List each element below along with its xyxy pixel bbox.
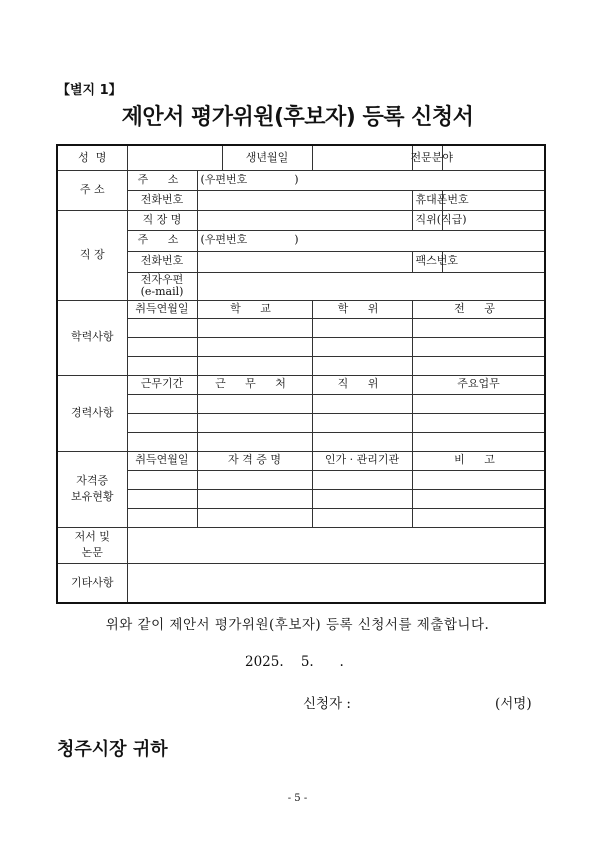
registration-form-table <box>56 144 546 604</box>
applicant-label: 신청자 : <box>303 696 351 712</box>
address-label: 주 소 <box>127 170 197 190</box>
education-cell[interactable] <box>197 318 312 337</box>
career-cell[interactable] <box>197 413 312 432</box>
signature-label: (서명) <box>495 696 532 712</box>
home-phone-label: 전화번호 <box>127 190 197 210</box>
education-col-date: 취득연월일 <box>127 300 197 318</box>
education-cell[interactable] <box>412 318 545 337</box>
email-field[interactable] <box>197 272 545 300</box>
career-cell[interactable] <box>312 394 412 413</box>
education-cell[interactable] <box>127 337 197 356</box>
career-cell[interactable] <box>412 432 545 451</box>
career-cell[interactable] <box>412 413 545 432</box>
specialty-label: 전문분야 <box>412 145 442 170</box>
birth-label: 생년월일 <box>222 145 312 170</box>
education-cell[interactable] <box>312 337 412 356</box>
career-col-position: 직 위 <box>312 375 412 394</box>
work-name-field[interactable] <box>197 210 412 230</box>
education-col-degree: 학 위 <box>312 300 412 318</box>
education-cell[interactable] <box>312 318 412 337</box>
birth-field[interactable] <box>312 145 412 170</box>
education-cell[interactable] <box>312 356 412 375</box>
work-postal-close-label: ) <box>294 233 299 247</box>
license-cell[interactable] <box>127 489 197 508</box>
specialty-field[interactable] <box>442 145 545 170</box>
mobile-label: 휴대폰번호 <box>412 190 442 210</box>
fax-label: 팩스번호 <box>412 251 442 272</box>
career-cell[interactable] <box>127 394 197 413</box>
career-cell[interactable] <box>412 394 545 413</box>
career-col-period: 근무기간 <box>127 375 197 394</box>
work-name-label: 직 장 명 <box>127 210 197 230</box>
home-address-field[interactable] <box>197 170 545 190</box>
education-cell[interactable] <box>412 337 545 356</box>
license-cell[interactable] <box>312 508 412 527</box>
license-cell[interactable] <box>197 508 312 527</box>
other-field[interactable] <box>127 563 545 603</box>
career-cell[interactable] <box>127 432 197 451</box>
license-cell[interactable] <box>197 489 312 508</box>
position-grade-label: 직위(직급) <box>412 210 442 230</box>
address-group-label: 주 소 <box>57 170 127 210</box>
postal-close-label: ) <box>294 172 299 186</box>
license-cell[interactable] <box>312 470 412 489</box>
page-number: - 5 - <box>287 793 308 804</box>
license-cell[interactable] <box>312 489 412 508</box>
education-cell[interactable] <box>127 356 197 375</box>
license-cell[interactable] <box>127 508 197 527</box>
career-cell[interactable] <box>312 413 412 432</box>
education-cell[interactable] <box>412 356 545 375</box>
license-cell[interactable] <box>127 470 197 489</box>
career-group-label: 경력사항 <box>57 375 127 451</box>
postal-open-label: (우편번호 <box>200 172 248 186</box>
license-cell[interactable] <box>412 489 545 508</box>
work-address-label: 주 소 <box>127 230 197 251</box>
career-cell[interactable] <box>197 432 312 451</box>
license-col-note: 비 고 <box>412 451 545 470</box>
career-cell[interactable] <box>127 413 197 432</box>
license-col-date: 취득연월일 <box>127 451 197 470</box>
other-label: 기타사항 <box>57 563 127 603</box>
license-col-name: 자 격 증 명 <box>197 451 312 470</box>
license-cell[interactable] <box>412 508 545 527</box>
education-col-school: 학 교 <box>197 300 312 318</box>
name-label: 성 명 <box>57 145 127 170</box>
work-phone-field[interactable] <box>197 251 412 272</box>
education-col-major: 전 공 <box>412 300 545 318</box>
license-group-label: 자격증 보유현황 <box>57 451 127 527</box>
work-group-label: 직 장 <box>57 210 127 300</box>
education-group-label: 학력사항 <box>57 300 127 375</box>
submission-date: 2025. 5. . <box>245 654 344 670</box>
name-field[interactable] <box>127 145 222 170</box>
career-cell[interactable] <box>197 394 312 413</box>
work-address-field[interactable] <box>197 230 545 251</box>
education-cell[interactable] <box>127 318 197 337</box>
addressee: 청주시장 귀하 <box>57 739 168 760</box>
career-cell[interactable] <box>312 432 412 451</box>
license-cell[interactable] <box>412 470 545 489</box>
license-cell[interactable] <box>197 470 312 489</box>
career-col-employer: 근 무 처 <box>197 375 312 394</box>
education-cell[interactable] <box>197 356 312 375</box>
email-label: 전자우편 (e-mail) <box>127 272 197 300</box>
work-postal-open-label: (우편번호 <box>200 233 248 247</box>
form-annex-tag: 【별지 1】 <box>57 83 122 98</box>
form-title: 제안서 평가위원(후보자) 등록 신청서 <box>121 105 474 130</box>
submission-statement: 위와 같이 제안서 평가위원(후보자) 등록 신청서를 제출합니다. <box>105 617 490 633</box>
publications-field[interactable] <box>127 527 545 563</box>
license-col-authority: 인가 · 관리기관 <box>312 451 412 470</box>
publications-label: 저서 및 논문 <box>57 527 127 563</box>
work-phone-label: 전화번호 <box>127 251 197 272</box>
home-phone-field[interactable] <box>197 190 412 210</box>
education-cell[interactable] <box>197 337 312 356</box>
career-col-duties: 주요업무 <box>412 375 545 394</box>
